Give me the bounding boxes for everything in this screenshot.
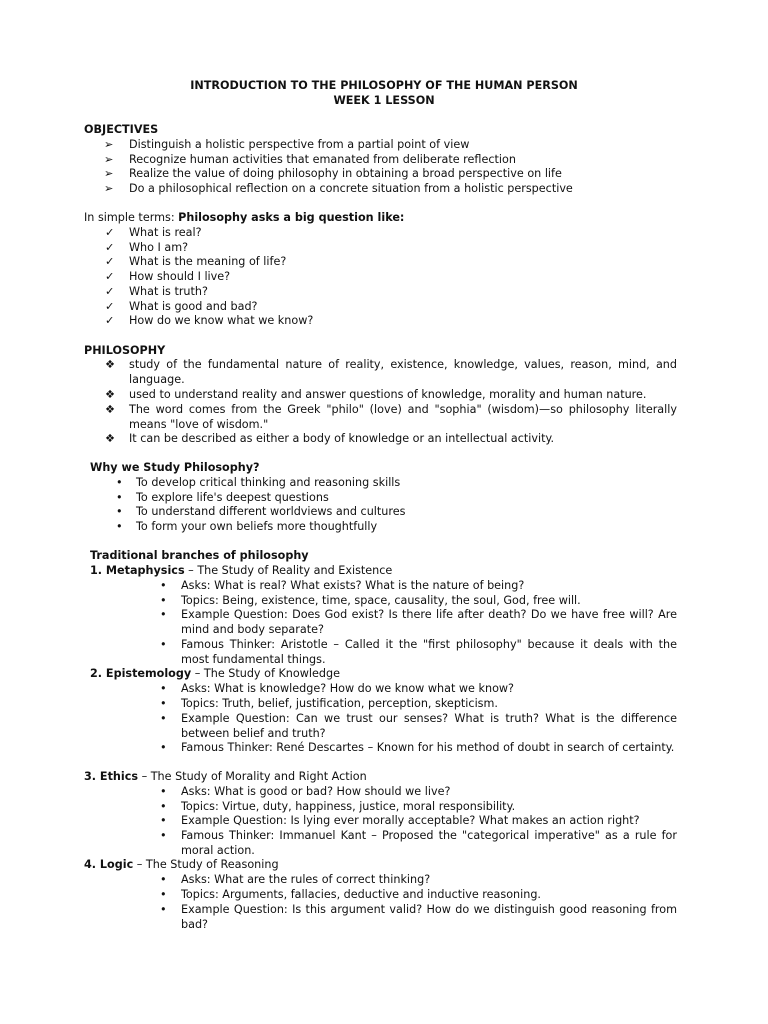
philosophy-item: The word comes from the Greek "philo" (love) and "sophia" (wisdom)—so philosophy literally means "love of wisdom." [129, 403, 677, 431]
branch-point: Topics: Arguments, fallacies, deductive and inductive reasoning. [181, 888, 541, 901]
branch-point: Topics: Virtue, duty, happiness, justice, moral responsibility. [181, 800, 516, 813]
check-icon: ✓ [105, 314, 115, 327]
arrow-bullet-icon: ➢ [104, 138, 114, 151]
check-icon: ✓ [105, 300, 115, 313]
check-icon: ✓ [105, 255, 115, 268]
branch-number: 4. Logic [84, 858, 134, 871]
branch-subtitle: – The Study of Reality and Existence [184, 564, 393, 577]
question-item: What is truth? [129, 285, 208, 298]
branch-point: Example Question: Can we trust our senses? What is truth? What is the difference between belief and truth? [181, 712, 677, 740]
branch-point: Asks: What are the rules of correct thinking? [181, 873, 431, 886]
branch-point: Famous Thinker: Immanuel Kant – Proposed the "categorical imperative" as a rule for moral action. [181, 829, 677, 857]
branch-point: Asks: What is knowledge? How do we know what we know? [181, 682, 514, 695]
question-item: How do we know what we know? [129, 314, 314, 327]
dot-bullet-icon: • [160, 903, 167, 916]
branch-point: Asks: What is real? What exists? What is the nature of being? [181, 579, 525, 592]
branch-title [84, 858, 279, 873]
dot-bullet-icon: • [116, 491, 123, 504]
why-heading: Why we Study Philosophy? [90, 461, 260, 474]
why-item: To form your own beliefs more thoughtfully [136, 520, 378, 533]
questions-intro-plain: In simple terms: [84, 211, 179, 224]
why-item: To explore life's deepest questions [136, 491, 329, 504]
question-item: How should I live? [129, 270, 231, 283]
diamond-bullet-icon: ❖ [105, 388, 116, 401]
check-icon: ✓ [105, 226, 115, 239]
dot-bullet-icon: • [160, 785, 167, 798]
objective-item: Do a philosophical reflection on a concrete situation from a holistic perspective [129, 182, 573, 195]
dot-bullet-icon: • [160, 638, 167, 651]
dot-bullet-icon: • [160, 697, 167, 710]
arrow-bullet-icon: ➢ [104, 167, 114, 180]
branch-point: Asks: What is good or bad? How should we live? [181, 785, 451, 798]
dot-bullet-icon: • [160, 682, 167, 695]
question-item: What is good and bad? [129, 300, 258, 313]
check-icon: ✓ [105, 285, 115, 298]
branch-number: 3. Ethics [84, 770, 139, 783]
branch-point: Example Question: Is this argument valid? How do we distinguish good reasoning from bad? [181, 903, 677, 931]
question-item: Who I am? [129, 241, 189, 254]
philosophy-item: study of the fundamental nature of reality, existence, knowledge, values, reason, mind, and language. [129, 358, 677, 386]
objective-item: Distinguish a holistic perspective from a partial point of view [129, 138, 470, 151]
diamond-bullet-icon: ❖ [105, 432, 116, 445]
why-item: To understand different worldviews and cultures [136, 505, 406, 518]
dot-bullet-icon: • [160, 888, 167, 901]
arrow-bullet-icon: ➢ [104, 182, 114, 195]
arrow-bullet-icon: ➢ [104, 153, 114, 166]
branch-number: 1. Metaphysics [90, 564, 185, 577]
dot-bullet-icon: • [160, 594, 167, 607]
branch-subtitle: – The Study of Knowledge [191, 667, 340, 680]
document-subtitle: WEEK 1 LESSON [333, 94, 435, 107]
branch-subtitle: – The Study of Reasoning [133, 858, 279, 871]
dot-bullet-icon: • [160, 579, 167, 592]
dot-bullet-icon: • [116, 520, 123, 533]
question-item: What is real? [129, 226, 202, 239]
branch-title [90, 564, 392, 579]
branch-number: 2. Epistemology [90, 667, 192, 680]
dot-bullet-icon: • [160, 608, 167, 621]
branch-title [84, 770, 367, 785]
why-item: To develop critical thinking and reasoning skills [136, 476, 401, 489]
dot-bullet-icon: • [160, 873, 167, 886]
document-title: INTRODUCTION TO THE PHILOSOPHY OF THE HUMAN PERSON [190, 79, 578, 92]
branch-point: Topics: Being, existence, time, space, causality, the soul, God, free will. [181, 594, 581, 607]
objectives-heading: OBJECTIVES [84, 123, 159, 136]
dot-bullet-icon: • [116, 476, 123, 489]
check-icon: ✓ [105, 241, 115, 254]
branch-subtitle: – The Study of Morality and Right Action [138, 770, 367, 783]
dot-bullet-icon: • [160, 712, 167, 725]
diamond-bullet-icon: ❖ [105, 403, 116, 416]
dot-bullet-icon: • [160, 814, 167, 827]
objective-item: Realize the value of doing philosophy in obtaining a broad perspective on life [129, 167, 562, 180]
philosophy-item: used to understand reality and answer questions of knowledge, morality and human nature. [129, 388, 647, 401]
check-icon: ✓ [105, 270, 115, 283]
question-item: What is the meaning of life? [129, 255, 287, 268]
branch-point: Famous Thinker: René Descartes – Known for his method of doubt in search of certainty. [181, 741, 675, 754]
philosophy-item: It can be described as either a body of knowledge or an intellectual activity. [129, 432, 555, 445]
branch-point: Topics: Truth, belief, justification, perception, skepticism. [181, 697, 498, 710]
diamond-bullet-icon: ❖ [105, 358, 116, 371]
branch-point: Famous Thinker: Aristotle – Called it the "first philosophy" because it deals with the most fundamental things. [181, 638, 677, 666]
dot-bullet-icon: • [116, 505, 123, 518]
dot-bullet-icon: • [160, 829, 167, 842]
questions-intro [84, 211, 404, 226]
branch-point: Example Question: Is lying ever morally acceptable? What makes an action right? [181, 814, 640, 827]
philosophy-heading: PHILOSOPHY [84, 344, 166, 357]
branch-point: Example Question: Does God exist? Is there life after death? Do we have free will? Are mind and body separate? [181, 608, 677, 636]
branch-title [90, 667, 340, 682]
dot-bullet-icon: • [160, 800, 167, 813]
dot-bullet-icon: • [160, 741, 167, 754]
branches-heading: Traditional branches of philosophy [90, 549, 309, 562]
objective-item: Recognize human activities that emanated from deliberate reflection [129, 153, 516, 166]
questions-intro-bold: Philosophy asks a big question like: [178, 211, 405, 224]
